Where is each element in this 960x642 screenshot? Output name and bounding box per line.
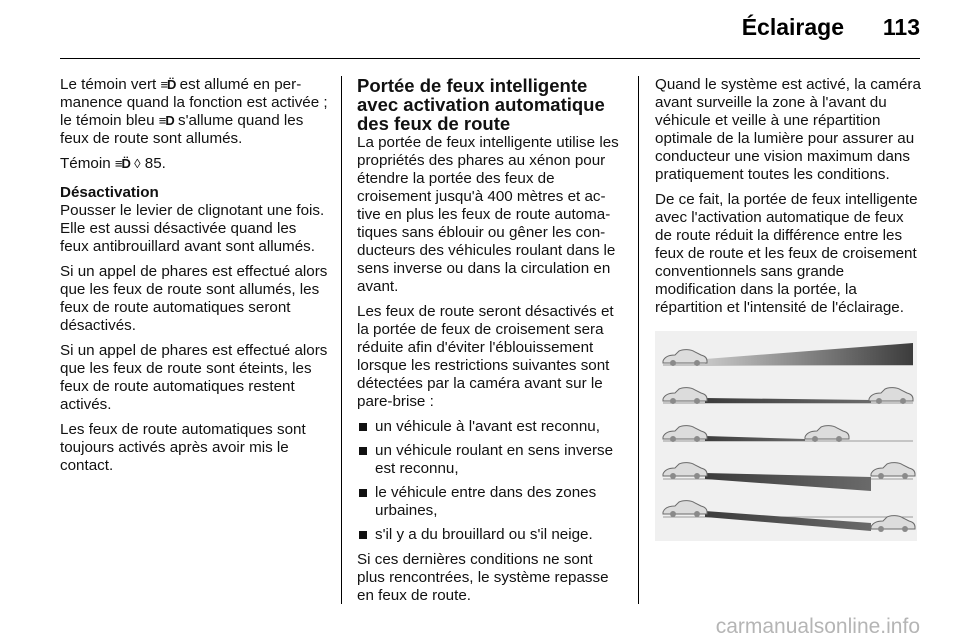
- beam-row-urban: [663, 463, 915, 491]
- bullet-icon: [359, 447, 367, 455]
- result-paragraph: De ce fait, la portée de feux intelligente avec l'activation automatique de feux de route réduit la différence entre les feux de route et les feux de croisement conventionnels sans grande modification dans la portée, la répartition et l'intensité de l'éclairage.: [655, 191, 918, 316]
- watermark: carmanualsonline.info: [715, 615, 920, 638]
- car-icon: [663, 426, 707, 442]
- page-header: [60, 0, 920, 58]
- section-title: Portée de feux intelligente avec activation automatique des feux de route: [357, 75, 605, 134]
- list-item: le véhicule entre dans des zones urbaines,: [357, 484, 623, 520]
- page-reference-icon: ◊: [134, 156, 141, 171]
- flash-on-paragraph: Si un appel de phares est effectué alors que les feux de route sont allumés, les feux de route automatiques seront désactivés.: [60, 263, 328, 334]
- beam-row-fog: [663, 501, 915, 532]
- high-beam-indicator-icon: ≡D̈: [114, 156, 130, 171]
- car-icon: [663, 388, 707, 404]
- car-icon: [663, 350, 707, 366]
- deactivation-heading: Désactivation: [60, 184, 159, 201]
- column-middle: [357, 76, 623, 612]
- column-divider: [341, 76, 342, 604]
- restrictions-list: [357, 418, 623, 544]
- deactivation-paragraph: Pousser le levier de clignotant une fois. Elle est aussi désactivée quand les feux antibrouillard avant sont allumés.: [60, 202, 325, 255]
- camera-paragraph: Quand le système est activé, la caméra avant surveille la zone à l'avant du véhicule et veille à une répartition optimale de la lumière pour assurer au conducteur une vision maximum dans pratiquement toutes les conditions.: [655, 76, 921, 183]
- list-item: un véhicule roulant en sens inverse est reconnu,: [357, 442, 623, 478]
- light-distribution-illustration: [655, 331, 917, 541]
- beam-row-high: [663, 343, 913, 366]
- restrictions-paragraph: Les feux de route seront désactivés et la portée de feux de croisement sera réduite afin d'éviter l'éblouissement lorsque les restrictions suivantes sont détectées par la caméra avant sur le pare-brise :: [357, 303, 614, 410]
- header-rule: [60, 58, 920, 59]
- car-icon: [871, 463, 915, 479]
- beam-diagram: [655, 331, 917, 541]
- list-item: s'il y a du brouillard ou s'il neige.: [357, 526, 623, 544]
- beam-row-vehicle-ahead: [663, 388, 913, 404]
- car-icon: [663, 501, 707, 517]
- beam-row-oncoming: [663, 426, 913, 442]
- high-beam-blue-indicator-icon: ≡D: [158, 113, 174, 128]
- list-item: un véhicule à l'avant est reconnu,: [357, 418, 623, 436]
- column-divider: [638, 76, 639, 604]
- flash-off-paragraph: Si un appel de phares est effectué alors que les feux de route sont éteints, les feux de route automatiques restent activés.: [60, 342, 328, 413]
- indicator-paragraph: Le témoin vert ≡D̈ est allumé en permanence quand la fonction est activée ; le témoin bleu ≡D s'allume quand les feux de route sont allumés.: [60, 76, 328, 147]
- car-icon: [869, 388, 913, 404]
- car-icon: [805, 426, 849, 442]
- high-beam-green-indicator-icon: ≡D̈: [160, 77, 176, 92]
- car-icon: [871, 516, 915, 532]
- column-right: [655, 76, 921, 541]
- car-icon: [663, 463, 707, 479]
- bullet-icon: [359, 531, 367, 539]
- column-left: [60, 76, 328, 482]
- resume-paragraph: Si ces dernières conditions ne sont plus rencontrées, le système repasse en feux de route.: [357, 551, 609, 604]
- intro-paragraph: La portée de feux intelligente utilise les propriétés des phares au xénon pour étendre la portée des feux de croisement jusqu'à 400 mètres et active en plus les feux de route automatiques sans éblouir ou gêner les conducteurs des véhicules roulant dans le sens inverse ou dans la circulation en avant.: [357, 134, 619, 295]
- page-number: 113: [882, 14, 920, 40]
- bullet-icon: [359, 423, 367, 431]
- indicator-reference: Témoin ≡D̈ ◊ 85.: [60, 155, 166, 172]
- page-title: Éclairage: [741, 14, 844, 40]
- ignition-paragraph: Les feux de route automatiques sont toujours activés après avoir mis le contact.: [60, 421, 306, 474]
- bullet-icon: [359, 489, 367, 497]
